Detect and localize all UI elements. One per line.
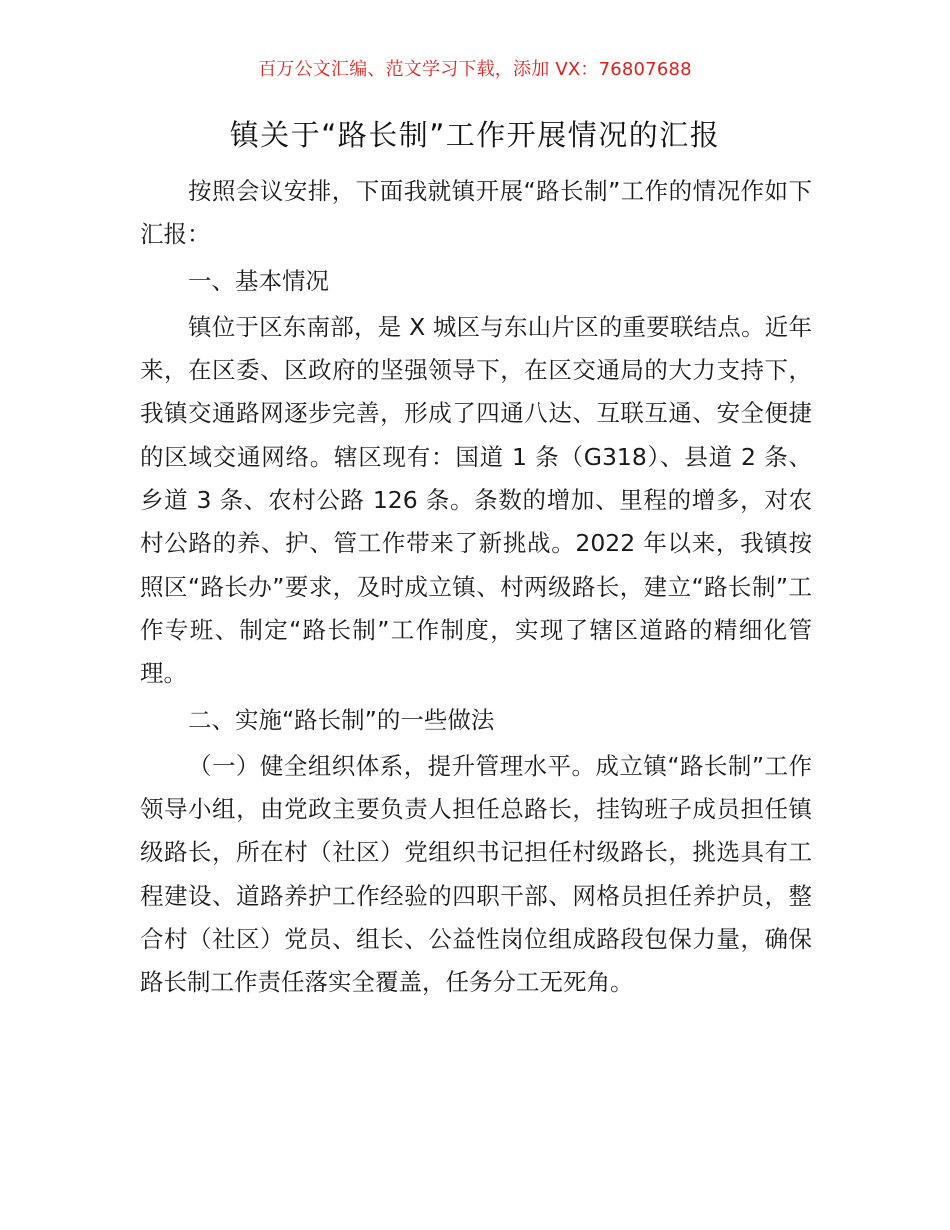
watermark-banner: 百万公文汇编、范文学习下载，添加 VX：76807688 (258, 59, 692, 80)
section-heading-basic-situation: 一、基本情况 (188, 266, 329, 295)
intro-paragraph: 按照会议安排，下面我就镇开展“路长制”工作的情况作如下汇报： (140, 177, 812, 249)
practices-paragraph-1: （一）健全组织体系，提升管理水平。成立镇“路长制”工作领导小组，由党政主要负责人担任总路长，挂钩班子成员担任镇级路长，所在村（社区）党组织书记担任村级路长，挑选具有工程建设、道路养护工作经验的四职干部、网格员担任养护员，整合村（社区）党员、组长、公益性岗位组成路段包保力量，确保路长制工作责任落实全覆盖，任务分工无死角。 (140, 751, 812, 997)
document-body (140, 170, 812, 1005)
section-heading-practices: 二、实施“路长制”的一些做法 (188, 705, 495, 734)
basic-situation-paragraph: 镇位于区东南部，是 X 城区与东山片区的重要联结点。近年来，在区委、区政府的坚强领导下，在区交通局的大力支持下，我镇交通路网逐步完善，形成了四通八达、互联互通、安全便捷的区域交通网络。辖区现有：国道 1 条（G318）、县道 2 条、乡道 3 条、农村公路 126 条。条数的增加、里程的增多，对农村公路的养、护、管工作带来了新挑战。2022 年以来，我镇按照区“路长办”要求，及时成立镇、村两级路长，建立“路长制”工作专班、制定“路长制”工作制度，实现了辖区道路的精细化管理。 (140, 312, 812, 688)
document-title: 镇关于“路长制”工作开展情况的汇报 (229, 118, 721, 152)
